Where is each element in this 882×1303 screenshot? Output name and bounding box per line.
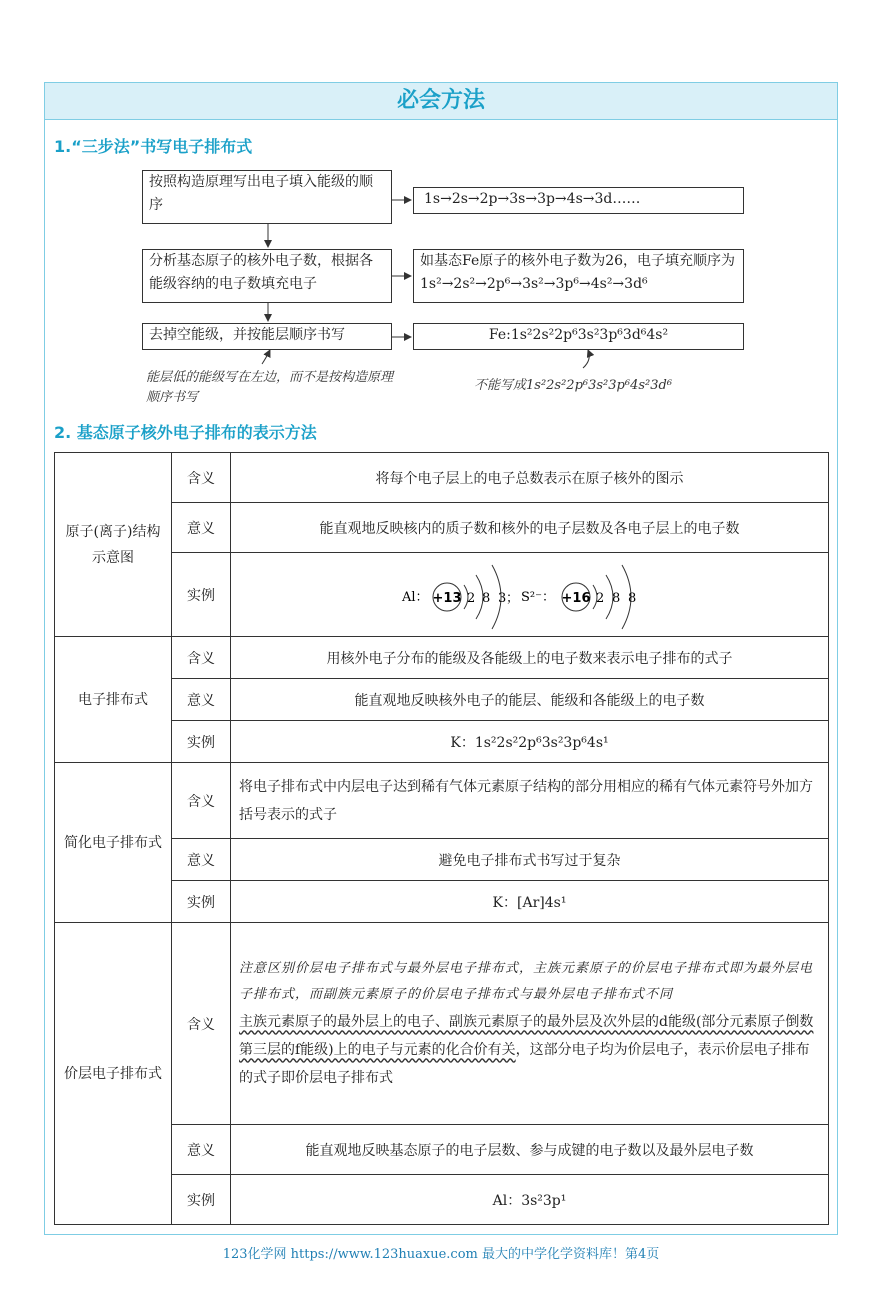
table-row — [55, 553, 829, 637]
table-row — [55, 679, 829, 721]
step2-box: 分析基态原子的核外电子数，根据各能级容纳的电子数填充电子 — [142, 249, 392, 303]
note-right: 不能写成1s²2s²2p⁶3s²3p⁶4s²3d⁶ — [474, 378, 673, 393]
key-cell: 实例 — [172, 1175, 231, 1225]
key-cell: 意义 — [172, 839, 231, 881]
s-shell-2: 8 — [611, 590, 620, 606]
table-row — [55, 881, 829, 923]
value-cell: 能直观地反映基态原子的电子层数、参与成键的电子数以及最外层电子数 — [231, 1125, 829, 1175]
flow-arrows — [0, 0, 882, 420]
value-cell: K：[Ar]4s¹ — [231, 881, 829, 923]
value-cell: 将电子排布式中内层电子达到稀有气体元素原子结构的部分用相应的稀有气体元素符号外加方括号表示的式子 — [231, 763, 829, 839]
s-label: S²⁻： — [520, 589, 555, 605]
valence-definition — [239, 1008, 820, 1092]
note-left: 能层低的能级写在左边，而不是按构造原理顺序书写 — [146, 370, 394, 405]
step3-result-box: Fe:1s²2s²2p⁶3s²3p⁶3d⁶4s² — [413, 323, 744, 350]
key-cell: 实例 — [172, 553, 231, 637]
category-cell: 简化电子排布式 — [55, 763, 172, 923]
table-row — [55, 453, 829, 503]
page-footer: 123化学网 https://www.123huaxue.com 最大的中学化学资料库！第4页 — [222, 1247, 660, 1262]
key-cell: 意义 — [172, 679, 231, 721]
handwritten-note: 注意区别价层电子排布式与最外层电子排布式，主族元素原子的价层电子排布式即为最外层电子排布式，而副族元素原子的价层电子排布式与最外层电子排布式不同 — [239, 960, 814, 1002]
key-cell: 意义 — [172, 503, 231, 553]
al-label: Al： — [401, 589, 429, 605]
table-row — [55, 1175, 829, 1225]
al-shell-1: 2 — [466, 590, 475, 606]
value-cell: K：1s²2s²2p⁶3s²3p⁶4s¹ — [231, 721, 829, 763]
table-row — [55, 1125, 829, 1175]
al-shell-2: 8 — [481, 590, 490, 606]
step1-box: 按照构造原理写出电子填入能级的顺序 — [142, 170, 392, 224]
al-shell-3: 3 — [497, 590, 506, 606]
value-cell: 避免电子排布式书写过于复杂 — [231, 839, 829, 881]
table-row — [55, 923, 829, 1125]
step2-result-box: 如基态Fe原子的核外电子数为26，电子填充顺序为1s²→2s²→2p⁶→3s²→3p⁶→4s²→3d⁶ — [413, 249, 744, 303]
table-row — [55, 763, 829, 839]
category-cell: 价层电子排布式 — [55, 923, 172, 1225]
category-cell: 电子排布式 — [55, 637, 172, 763]
value-cell: 能直观地反映核内的质子数和核外的电子层数及各电子层上的电子数 — [231, 503, 829, 553]
step1-result-box: 1s→2s→2p→3s→3p→4s→3d…… — [413, 187, 744, 214]
table-row — [55, 503, 829, 553]
representation-table — [54, 452, 829, 1225]
section2-title: 2. 基态原子核外电子排布的表示方法 — [54, 423, 317, 442]
value-cell: 能直观地反映核外电子的能层、能级和各能级上的电子数 — [231, 679, 829, 721]
key-cell: 实例 — [172, 721, 231, 763]
s-shell-3: 8 — [627, 590, 636, 606]
value-cell — [231, 553, 829, 637]
separator: ； — [505, 590, 519, 606]
table-row — [55, 637, 829, 679]
category-cell: 原子(离子)结构示意图 — [55, 453, 172, 637]
table-row — [55, 721, 829, 763]
wavy-underlined-text: 主族元素原子的最外层上的电子、副族元素原子的最外层及次外层的d能级(部分元素原子倒数第三层的f能级)上的电子与元素的化合价有关 — [239, 1013, 814, 1058]
banner-title: 必会方法 — [45, 83, 837, 120]
al-nucleus: +13 — [432, 590, 461, 606]
table-row — [55, 839, 829, 881]
step3-box: 去掉空能级，并按能层顺序书写 — [142, 323, 392, 350]
section1-title: 1.“三步法”书写电子排布式 — [54, 137, 253, 156]
value-cell: 将每个电子层上的电子总数表示在原子核外的图示 — [231, 453, 829, 503]
key-cell: 意义 — [172, 1125, 231, 1175]
definition-rest: ，这部分电子均为价层电子，表示价层电子排布的式子即价层电子排布式 — [239, 1041, 810, 1086]
value-cell: Al：3s²3p¹ — [231, 1175, 829, 1225]
s-shell-1: 2 — [595, 590, 604, 606]
value-cell — [231, 923, 829, 1125]
key-cell: 含义 — [172, 453, 231, 503]
key-cell: 实例 — [172, 881, 231, 923]
value-cell: 用核外电子分布的能级及各能级上的电子数来表示电子排布的式子 — [231, 637, 829, 679]
key-cell: 含义 — [172, 763, 231, 839]
s-nucleus: +16 — [561, 590, 590, 606]
atom-structure-diagram — [400, 558, 660, 632]
key-cell: 含义 — [172, 923, 231, 1125]
key-cell: 含义 — [172, 637, 231, 679]
